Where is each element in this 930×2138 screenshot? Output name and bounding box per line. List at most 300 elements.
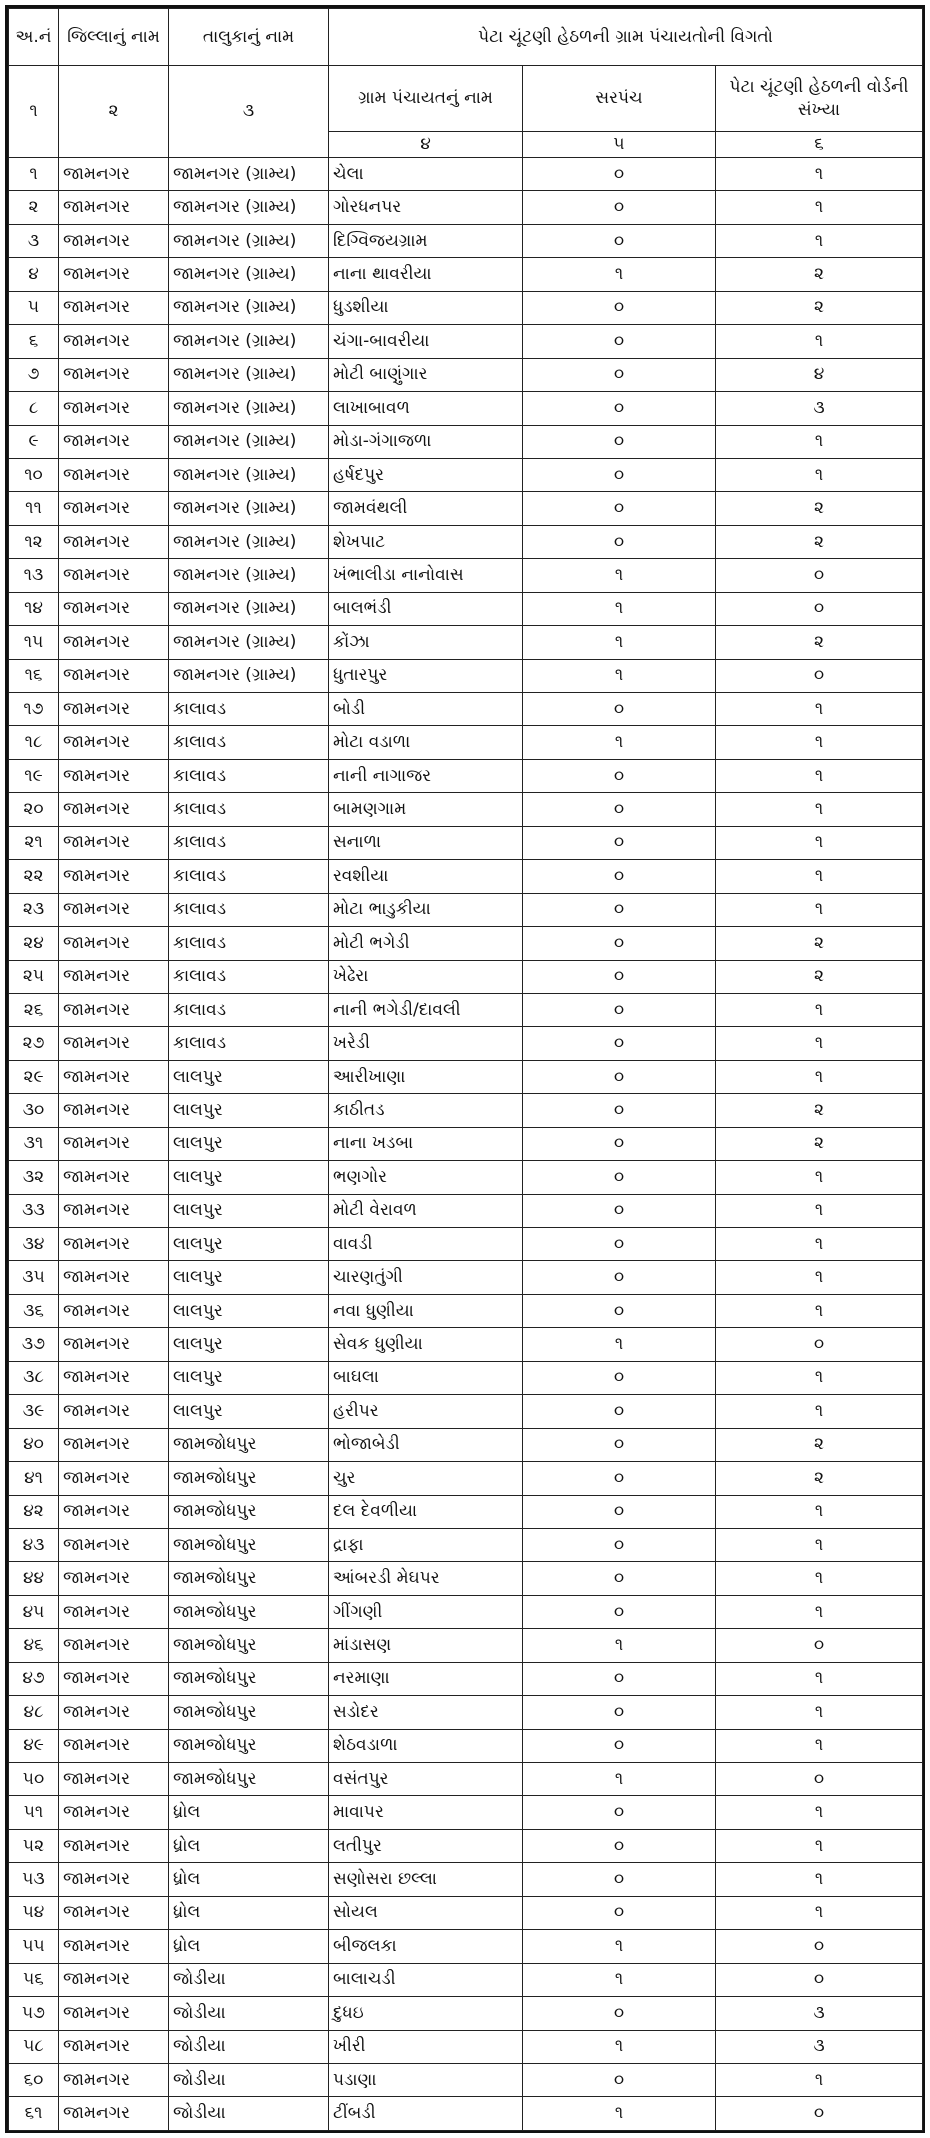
wards-cell: ૧: [716, 893, 923, 926]
taluka-cell: જોડીયા: [169, 1963, 329, 1996]
district-cell: જામનગર: [59, 1629, 169, 1662]
taluka-cell: જોડીયા: [169, 2097, 329, 2130]
village-cell: દિગ્વિજયગ્રામ: [329, 224, 523, 257]
serial-cell: ૧૦: [9, 458, 59, 491]
table-row: [9, 1696, 923, 1729]
serial-cell: ૨૨: [9, 860, 59, 893]
district-cell: જામનગર: [59, 525, 169, 558]
taluka-cell: કાલાવડ: [169, 960, 329, 993]
serial-cell: ૨૦: [9, 793, 59, 826]
serial-cell: ૨૫: [9, 960, 59, 993]
serial-cell: ૩૦: [9, 1094, 59, 1127]
wards-cell: ૧: [716, 693, 923, 726]
table-row: [9, 425, 923, 458]
sarpanch-cell: ૧: [523, 1930, 716, 1963]
district-cell: જામનગર: [59, 358, 169, 391]
sarpanch-cell: ૧: [523, 726, 716, 759]
sarpanch-cell: ૦: [523, 1528, 716, 1561]
sarpanch-cell: ૦: [523, 291, 716, 324]
district-cell: જામનગર: [59, 1562, 169, 1595]
sarpanch-cell: ૦: [523, 1863, 716, 1896]
table-row: [9, 2097, 923, 2130]
district-cell: જામનગર: [59, 392, 169, 425]
sarpanch-cell: ૧: [523, 2030, 716, 2063]
wards-cell: ૧: [716, 224, 923, 257]
district-cell: જામનગર: [59, 726, 169, 759]
serial-cell: ૧૪: [9, 592, 59, 625]
sarpanch-cell: ૦: [523, 826, 716, 859]
taluka-cell: જામનગર (ગ્રામ્ય): [169, 458, 329, 491]
taluka-cell: જામનગર (ગ્રામ્ય): [169, 525, 329, 558]
sarpanch-cell: ૧: [523, 1629, 716, 1662]
serial-cell: ૩૬: [9, 1294, 59, 1327]
table-row: [9, 1829, 923, 1862]
taluka-cell: જામનગર (ગ્રામ્ય): [169, 492, 329, 525]
wards-cell: ૨: [716, 492, 923, 525]
table-row: [9, 1228, 923, 1261]
serial-cell: ૬૧: [9, 2097, 59, 2130]
village-cell: બાઘલા: [329, 1361, 523, 1394]
serial-cell: ૫: [9, 291, 59, 324]
header-taluka: તાલુકાનું નામ: [169, 9, 329, 66]
district-cell: જામનગર: [59, 826, 169, 859]
taluka-cell: જામજોધપુર: [169, 1696, 329, 1729]
serial-cell: ૨૪: [9, 927, 59, 960]
taluka-cell: ધ્રોલ: [169, 1863, 329, 1896]
serial-cell: ૪૮: [9, 1696, 59, 1729]
district-cell: જામનગર: [59, 1763, 169, 1796]
district-cell: જામનગર: [59, 893, 169, 926]
wards-cell: ૩: [716, 392, 923, 425]
taluka-cell: લાલપુર: [169, 1328, 329, 1361]
table-row: [9, 1863, 923, 1896]
district-cell: જામનગર: [59, 425, 169, 458]
district-cell: જામનગર: [59, 1863, 169, 1896]
sarpanch-cell: ૦: [523, 392, 716, 425]
document-sheet: [5, 5, 925, 2133]
wards-cell: ૧: [716, 1595, 923, 1628]
wards-cell: ૧: [716, 1228, 923, 1261]
wards-cell: ૩: [716, 2030, 923, 2063]
wards-cell: ૧: [716, 1696, 923, 1729]
district-cell: જામનગર: [59, 1328, 169, 1361]
district-cell: જામનગર: [59, 1428, 169, 1461]
taluka-cell: કાલાવડ: [169, 826, 329, 859]
district-cell: જામનગર: [59, 927, 169, 960]
taluka-cell: જામજોધપુર: [169, 1462, 329, 1495]
serial-cell: ૫૨: [9, 1829, 59, 1862]
sarpanch-cell: ૦: [523, 492, 716, 525]
sarpanch-cell: ૦: [523, 325, 716, 358]
header-group-title: પેટા ચૂંટણી હેઠળની ગ્રામ પંચાયતોની વિગતો: [329, 9, 923, 66]
sarpanch-cell: ૦: [523, 1094, 716, 1127]
village-cell: ભોજાબેડી: [329, 1428, 523, 1461]
wards-cell: ૨: [716, 525, 923, 558]
district-cell: જામનગર: [59, 1194, 169, 1227]
sarpanch-cell: ૧: [523, 2097, 716, 2130]
taluka-cell: લાલપુર: [169, 1361, 329, 1394]
wards-cell: ૧: [716, 1662, 923, 1695]
wards-cell: ૦: [716, 1930, 923, 1963]
taluka-cell: લાલપુર: [169, 1228, 329, 1261]
serial-cell: ૧૭: [9, 693, 59, 726]
serial-cell: ૪૫: [9, 1595, 59, 1628]
sarpanch-cell: ૧: [523, 626, 716, 659]
serial-cell: ૧૬: [9, 659, 59, 692]
serial-cell: ૫૪: [9, 1896, 59, 1929]
village-cell: દલ દેવળીયા: [329, 1495, 523, 1528]
table-row: [9, 1395, 923, 1428]
serial-cell: ૧૨: [9, 525, 59, 558]
village-cell: નાની ભગેડી/દાવલી: [329, 993, 523, 1026]
serial-cell: ૩૮: [9, 1361, 59, 1394]
district-cell: જામનગર: [59, 2097, 169, 2130]
village-cell: બાલાચડી: [329, 1963, 523, 1996]
serial-cell: ૨૧: [9, 826, 59, 859]
wards-cell: ૧: [716, 1528, 923, 1561]
wards-cell: ૦: [716, 559, 923, 592]
table-row: [9, 291, 923, 324]
village-cell: રવશીયા: [329, 860, 523, 893]
village-cell: નાના ખડબા: [329, 1127, 523, 1160]
sarpanch-cell: ૦: [523, 1428, 716, 1461]
wards-cell: ૦: [716, 592, 923, 625]
district-cell: જામનગર: [59, 1060, 169, 1093]
table-row: [9, 759, 923, 792]
district-cell: જામનગર: [59, 1027, 169, 1060]
taluka-cell: જામનગર (ગ્રામ્ય): [169, 592, 329, 625]
table-row: [9, 793, 923, 826]
serial-cell: ૫૮: [9, 2030, 59, 2063]
district-cell: જામનગર: [59, 1395, 169, 1428]
district-cell: જામનગર: [59, 860, 169, 893]
table-row: [9, 224, 923, 257]
taluka-cell: લાલપુર: [169, 1294, 329, 1327]
taluka-cell: લાલપુર: [169, 1194, 329, 1227]
table-row: [9, 726, 923, 759]
wards-cell: ૦: [716, 1963, 923, 1996]
village-cell: દુધઇ: [329, 1997, 523, 2030]
village-cell: પડાણા: [329, 2063, 523, 2096]
header-num-district: ૨: [59, 66, 169, 158]
serial-cell: ૫૬: [9, 1963, 59, 1996]
table-row: [9, 1261, 923, 1294]
wards-cell: ૧: [716, 425, 923, 458]
table-row: [9, 1595, 923, 1628]
serial-cell: ૮: [9, 392, 59, 425]
village-cell: ચુર: [329, 1462, 523, 1495]
village-cell: ભણગોર: [329, 1161, 523, 1194]
wards-cell: ૧: [716, 191, 923, 224]
village-cell: જામવંથલી: [329, 492, 523, 525]
table-row: [9, 1495, 923, 1528]
serial-cell: ૧૯: [9, 759, 59, 792]
table-row: [9, 458, 923, 491]
wards-cell: ૨: [716, 291, 923, 324]
district-cell: જામનગર: [59, 592, 169, 625]
table-row: [9, 659, 923, 692]
taluka-cell: લાલપુર: [169, 1127, 329, 1160]
taluka-cell: જામનગર (ગ્રામ્ય): [169, 191, 329, 224]
sarpanch-cell: ૦: [523, 1395, 716, 1428]
serial-cell: ૨૭: [9, 1027, 59, 1060]
taluka-cell: જામનગર (ગ્રામ્ય): [169, 358, 329, 391]
sarpanch-cell: ૦: [523, 1027, 716, 1060]
wards-cell: ૧: [716, 1863, 923, 1896]
district-cell: જામનગર: [59, 1963, 169, 1996]
district-cell: જામનગર: [59, 1696, 169, 1729]
village-cell: નરમાણા: [329, 1662, 523, 1695]
table-header: [9, 9, 923, 158]
table-row: [9, 1027, 923, 1060]
village-cell: ચંગા-બાવરીયા: [329, 325, 523, 358]
district-cell: જામનગર: [59, 759, 169, 792]
taluka-cell: લાલપુર: [169, 1261, 329, 1294]
taluka-cell: જામનગર (ગ્રામ્ય): [169, 158, 329, 191]
district-cell: જામનગર: [59, 325, 169, 358]
sarpanch-cell: ૦: [523, 1261, 716, 1294]
wards-cell: ૧: [716, 759, 923, 792]
serial-cell: ૬: [9, 325, 59, 358]
village-cell: શેખપાટ: [329, 525, 523, 558]
district-cell: જામનગર: [59, 659, 169, 692]
taluka-cell: જામનગર (ગ્રામ્ય): [169, 291, 329, 324]
sarpanch-cell: ૦: [523, 191, 716, 224]
village-cell: સડોદર: [329, 1696, 523, 1729]
wards-cell: ૧: [716, 1027, 923, 1060]
taluka-cell: જામજોધપુર: [169, 1729, 329, 1762]
serial-cell: ૫૫: [9, 1930, 59, 1963]
serial-cell: ૨: [9, 191, 59, 224]
district-cell: જામનગર: [59, 993, 169, 1026]
district-cell: જામનગર: [59, 224, 169, 257]
table-row: [9, 1194, 923, 1227]
district-cell: જામનગર: [59, 1796, 169, 1829]
table-row: [9, 559, 923, 592]
table-row: [9, 1462, 923, 1495]
village-cell: લતીપુર: [329, 1829, 523, 1862]
village-cell: આંબરડી મેઘપર: [329, 1562, 523, 1595]
village-cell: બાલભંડી: [329, 592, 523, 625]
district-cell: જામનગર: [59, 1495, 169, 1528]
serial-cell: ૩૫: [9, 1261, 59, 1294]
district-cell: જામનગર: [59, 793, 169, 826]
village-cell: હરીપર: [329, 1395, 523, 1428]
taluka-cell: જામનગર (ગ્રામ્ય): [169, 559, 329, 592]
district-cell: જામનગર: [59, 1127, 169, 1160]
sarpanch-cell: ૦: [523, 525, 716, 558]
village-cell: ખરેડી: [329, 1027, 523, 1060]
table-row: [9, 492, 923, 525]
serial-cell: ૧૧: [9, 492, 59, 525]
wards-cell: ૧: [716, 158, 923, 191]
table-row: [9, 392, 923, 425]
village-cell: વાવડી: [329, 1228, 523, 1261]
sarpanch-cell: ૦: [523, 158, 716, 191]
sarpanch-cell: ૦: [523, 993, 716, 1026]
district-cell: જામનગર: [59, 1294, 169, 1327]
table-row: [9, 1428, 923, 1461]
sarpanch-cell: ૦: [523, 1729, 716, 1762]
wards-cell: ૦: [716, 659, 923, 692]
village-cell: ખંભાલીડા નાનોવાસ: [329, 559, 523, 592]
serial-cell: ૧૫: [9, 626, 59, 659]
district-cell: જામનગર: [59, 458, 169, 491]
wards-cell: ૦: [716, 2097, 923, 2130]
table-row: [9, 1127, 923, 1160]
taluka-cell: જામજોધપુર: [169, 1763, 329, 1796]
district-cell: જામનગર: [59, 1094, 169, 1127]
table-row: [9, 1662, 923, 1695]
village-cell: સેવક ધુણીયા: [329, 1328, 523, 1361]
serial-cell: ૪૯: [9, 1729, 59, 1762]
serial-cell: ૫૧: [9, 1796, 59, 1829]
table-row: [9, 693, 923, 726]
taluka-cell: કાલાવડ: [169, 759, 329, 792]
district-cell: જામનગર: [59, 1528, 169, 1561]
wards-cell: ૧: [716, 1829, 923, 1862]
district-cell: જામનગર: [59, 1997, 169, 2030]
sarpanch-cell: ૦: [523, 1595, 716, 1628]
village-cell: ગોરધનપર: [329, 191, 523, 224]
sarpanch-cell: ૦: [523, 1997, 716, 2030]
header-num-village: ૪: [329, 132, 523, 158]
table-row: [9, 2063, 923, 2096]
village-cell: બામણગામ: [329, 793, 523, 826]
table-row: [9, 2030, 923, 2063]
table-row: [9, 1930, 923, 1963]
village-cell: વસંતપુર: [329, 1763, 523, 1796]
serial-cell: ૪૧: [9, 1462, 59, 1495]
table-row: [9, 1361, 923, 1394]
district-cell: જામનગર: [59, 2030, 169, 2063]
serial-cell: ૫૦: [9, 1763, 59, 1796]
sarpanch-cell: ૦: [523, 1829, 716, 1862]
table-row: [9, 1963, 923, 1996]
wards-cell: ૨: [716, 960, 923, 993]
village-cell: કાઠીતડ: [329, 1094, 523, 1127]
serial-cell: ૭: [9, 358, 59, 391]
sarpanch-cell: ૦: [523, 893, 716, 926]
village-cell: મોટી ભગેડી: [329, 927, 523, 960]
sarpanch-cell: ૦: [523, 1060, 716, 1093]
wards-cell: ૧: [716, 325, 923, 358]
wards-cell: ૧: [716, 1495, 923, 1528]
wards-cell: ૨: [716, 258, 923, 291]
wards-cell: ૧: [716, 458, 923, 491]
district-cell: જામનગર: [59, 693, 169, 726]
taluka-cell: જામનગર (ગ્રામ્ય): [169, 325, 329, 358]
taluka-cell: જામજોધપુર: [169, 1428, 329, 1461]
taluka-cell: કાલાવડ: [169, 993, 329, 1026]
table-row: [9, 1729, 923, 1762]
table-row: [9, 1060, 923, 1093]
wards-cell: ૦: [716, 1763, 923, 1796]
table-row: [9, 1328, 923, 1361]
table-row: [9, 1294, 923, 1327]
sarpanch-cell: ૦: [523, 793, 716, 826]
wards-cell: ૧: [716, 993, 923, 1026]
village-cell: નાની નાગાજર: [329, 759, 523, 792]
district-cell: જામનગર: [59, 1595, 169, 1628]
village-cell: ખેઢેરા: [329, 960, 523, 993]
wards-cell: ૩: [716, 1997, 923, 2030]
table-row: [9, 191, 923, 224]
serial-cell: ૩: [9, 224, 59, 257]
sarpanch-cell: ૦: [523, 224, 716, 257]
village-cell: ચેલા: [329, 158, 523, 191]
table-row: [9, 893, 923, 926]
sarpanch-cell: ૦: [523, 1161, 716, 1194]
sarpanch-cell: ૦: [523, 860, 716, 893]
serial-cell: ૩૧: [9, 1127, 59, 1160]
taluka-cell: જામજોધપુર: [169, 1629, 329, 1662]
sarpanch-cell: ૦: [523, 1896, 716, 1929]
header-wards: પેટા ચૂંટણી હેઠળની વોર્ડની સંખ્યા: [716, 66, 923, 132]
header-num-wards: ૬: [716, 132, 923, 158]
table-row: [9, 258, 923, 291]
serial-cell: ૨૩: [9, 893, 59, 926]
wards-cell: ૧: [716, 1562, 923, 1595]
district-cell: જામનગર: [59, 626, 169, 659]
village-cell: માંડાસણ: [329, 1629, 523, 1662]
table-row: [9, 158, 923, 191]
table-row: [9, 358, 923, 391]
header-num-taluka: ૩: [169, 66, 329, 158]
sarpanch-cell: ૦: [523, 1495, 716, 1528]
village-cell: બોડી: [329, 693, 523, 726]
district-cell: જામનગર: [59, 291, 169, 324]
sarpanch-cell: ૦: [523, 759, 716, 792]
district-cell: જામનગર: [59, 158, 169, 191]
taluka-cell: જામજોધપુર: [169, 1528, 329, 1561]
village-cell: લાખાબાવળ: [329, 392, 523, 425]
village-cell: ટીંબડી: [329, 2097, 523, 2130]
serial-cell: ૩૯: [9, 1395, 59, 1428]
serial-cell: ૯: [9, 425, 59, 458]
wards-cell: ૧: [716, 1361, 923, 1394]
sarpanch-cell: ૦: [523, 458, 716, 491]
village-cell: ગીંગણી: [329, 1595, 523, 1628]
taluka-cell: કાલાવડ: [169, 893, 329, 926]
wards-cell: ૧: [716, 1729, 923, 1762]
sarpanch-cell: ૦: [523, 960, 716, 993]
village-cell: ધુતારપુર: [329, 659, 523, 692]
serial-cell: ૪૭: [9, 1662, 59, 1695]
taluka-cell: ધ્રોલ: [169, 1930, 329, 1963]
header-sr: અ.નં: [9, 9, 59, 66]
district-cell: જામનગર: [59, 1462, 169, 1495]
table-row: [9, 1997, 923, 2030]
table-row: [9, 325, 923, 358]
header-num-sr: ૧: [9, 66, 59, 158]
taluka-cell: લાલપુર: [169, 1161, 329, 1194]
village-cell: નવા ધુણીયા: [329, 1294, 523, 1327]
wards-cell: ૧: [716, 860, 923, 893]
taluka-cell: ધ્રોલ: [169, 1896, 329, 1929]
district-cell: જામનગર: [59, 1896, 169, 1929]
serial-cell: ૧૩: [9, 559, 59, 592]
table-row: [9, 960, 923, 993]
sarpanch-cell: ૦: [523, 425, 716, 458]
taluka-cell: જામજોધપુર: [169, 1662, 329, 1695]
sarpanch-cell: ૦: [523, 1228, 716, 1261]
district-cell: જામનગર: [59, 1261, 169, 1294]
sarpanch-cell: ૧: [523, 559, 716, 592]
panchayat-table: [8, 8, 923, 2131]
sarpanch-cell: ૦: [523, 1796, 716, 1829]
wards-cell: ૨: [716, 626, 923, 659]
